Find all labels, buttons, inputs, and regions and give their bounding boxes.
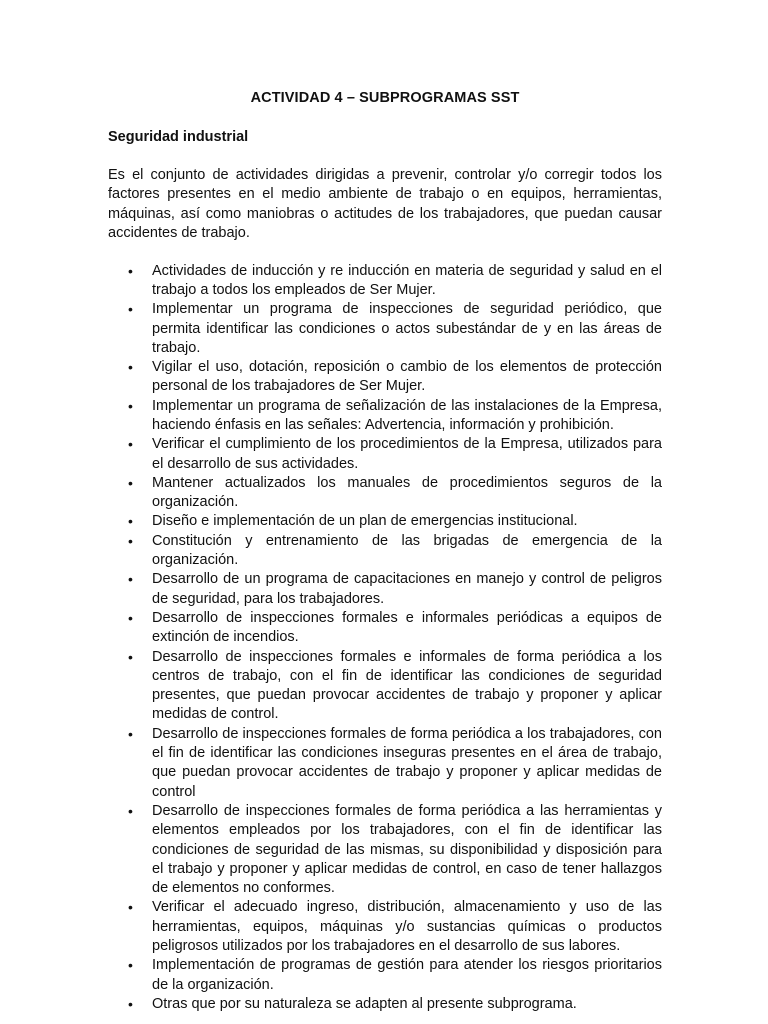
bullet-icon: •: [128, 725, 133, 742]
intro-paragraph: Es el conjunto de actividades dirigidas a prevenir, controlar y/o corregir todos los factores presentes en el medio ambiente de trabajo o en equipos, herramientas, máquinas, así como maniobras o actitudes de los trabajadores, que puedan causar accidentes de trabajo.: [108, 167, 662, 242]
list-item-text: Otras que por su naturaleza se adapten al presente subprograma.: [152, 995, 577, 1012]
bullet-icon: •: [128, 571, 133, 588]
list-item: [108, 435, 662, 474]
list-item: [108, 898, 662, 956]
bullet-icon: •: [128, 532, 133, 549]
list-item: [108, 570, 662, 609]
list-item-text: Desarrollo de inspecciones formales de forma periódica a las herramientas y elementos empleados por los trabajadores, con el fin de identificar las condiciones de seguridad de las mismas, su disponibilidad y disposición para el trabajo y proponer y aplicar medidas de control, en caso de tener hallazgos de elementos no conformes.: [152, 802, 662, 897]
list-item-text: Verificar el adecuado ingreso, distribución, almacenamiento y uso de las herramientas, equipos, máquinas y/o sustancias químicas o productos peligrosos utilizados por los trabajadores en el desarrollo de sus labores.: [152, 899, 662, 955]
list-item-text: Actividades de inducción y re inducción en materia de seguridad y salud en el trabajo a todos los empleados de Ser Mujer.: [152, 262, 662, 298]
list-item-text: Desarrollo de un programa de capacitaciones en manejo y control de peligros de seguridad, para los trabajadores.: [152, 571, 662, 607]
list-item-text: Mantener actualizados los manuales de procedimientos seguros de la organización.: [152, 474, 662, 511]
list-item: [108, 262, 662, 301]
list-item-text: Implementar un programa de inspecciones de seguridad periódico, que permita identificar las condiciones o actos subestándar de y en las áreas de trabajo.: [152, 301, 662, 356]
bullet-icon: •: [128, 262, 133, 279]
list-item: [108, 725, 662, 802]
list-item: [108, 648, 662, 725]
bullet-icon: •: [128, 648, 133, 665]
bullet-icon: •: [128, 436, 133, 453]
list-item: [108, 956, 662, 995]
list-item-text: Vigilar el uso, dotación, reposición o cambio de los elementos de protección personal de los trabajadores de Ser Mujer.: [152, 359, 662, 395]
bullet-icon: •: [128, 957, 133, 974]
list-item: [108, 532, 662, 571]
bullet-icon: •: [128, 397, 133, 414]
list-item-text: Constitución y entrenamiento de las brigadas de emergencia de la organización.: [152, 532, 662, 569]
list-item-text: Diseño e implementación de un plan de emergencias institucional.: [152, 513, 578, 530]
bullet-icon: •: [128, 474, 133, 491]
list-item: [108, 397, 662, 436]
list-item-text: Desarrollo de inspecciones formales e informales periódicas a equipos de extinción de incendios.: [152, 609, 662, 646]
list-item-text: Desarrollo de inspecciones formales de forma periódica a los trabajadores, con el fin de identificar las condiciones inseguras presentes en el área de trabajo, que puedan provocar accidentes de trabajo y proponer y aplicar medidas de control: [152, 725, 662, 800]
bullet-icon: •: [128, 513, 133, 530]
list-item: [108, 995, 662, 1014]
list-item: [108, 802, 662, 898]
document-page: [108, 88, 662, 1014]
list-item: [108, 512, 662, 531]
bullet-icon: •: [128, 899, 133, 916]
list-item: [108, 300, 662, 358]
section-heading: Seguridad industrial: [108, 129, 249, 145]
list-item-text: Implementar un programa de señalización de las instalaciones de la Empresa, haciendo énfasis en las señales: Advertencia, información y prohibición.: [152, 397, 662, 433]
list-item: [108, 609, 662, 648]
list-item-text: Desarrollo de inspecciones formales e informales de forma periódica a los centros de trabajo, con el fin de identificar las condiciones de seguridad presentes, que puedan provocar accidentes de trabajo y proponer y aplicar medidas de control.: [152, 648, 662, 723]
bullet-icon: •: [128, 609, 133, 626]
list-item-text: Implementación de programas de gestión para atender los riesgos prioritarios de la organización.: [152, 957, 662, 993]
list-item-text: Verificar el cumplimiento de los procedimientos de la Empresa, utilizados para el desarrollo de sus actividades.: [152, 436, 662, 472]
bullet-icon: •: [128, 802, 133, 819]
list-item: [108, 474, 662, 513]
list-item: [108, 358, 662, 397]
document-title: ACTIVIDAD 4 – SUBPROGRAMAS SST: [250, 90, 520, 106]
activities-list: [108, 262, 662, 1015]
bullet-icon: •: [128, 359, 133, 376]
bullet-icon: •: [128, 995, 133, 1012]
bullet-icon: •: [128, 301, 133, 318]
